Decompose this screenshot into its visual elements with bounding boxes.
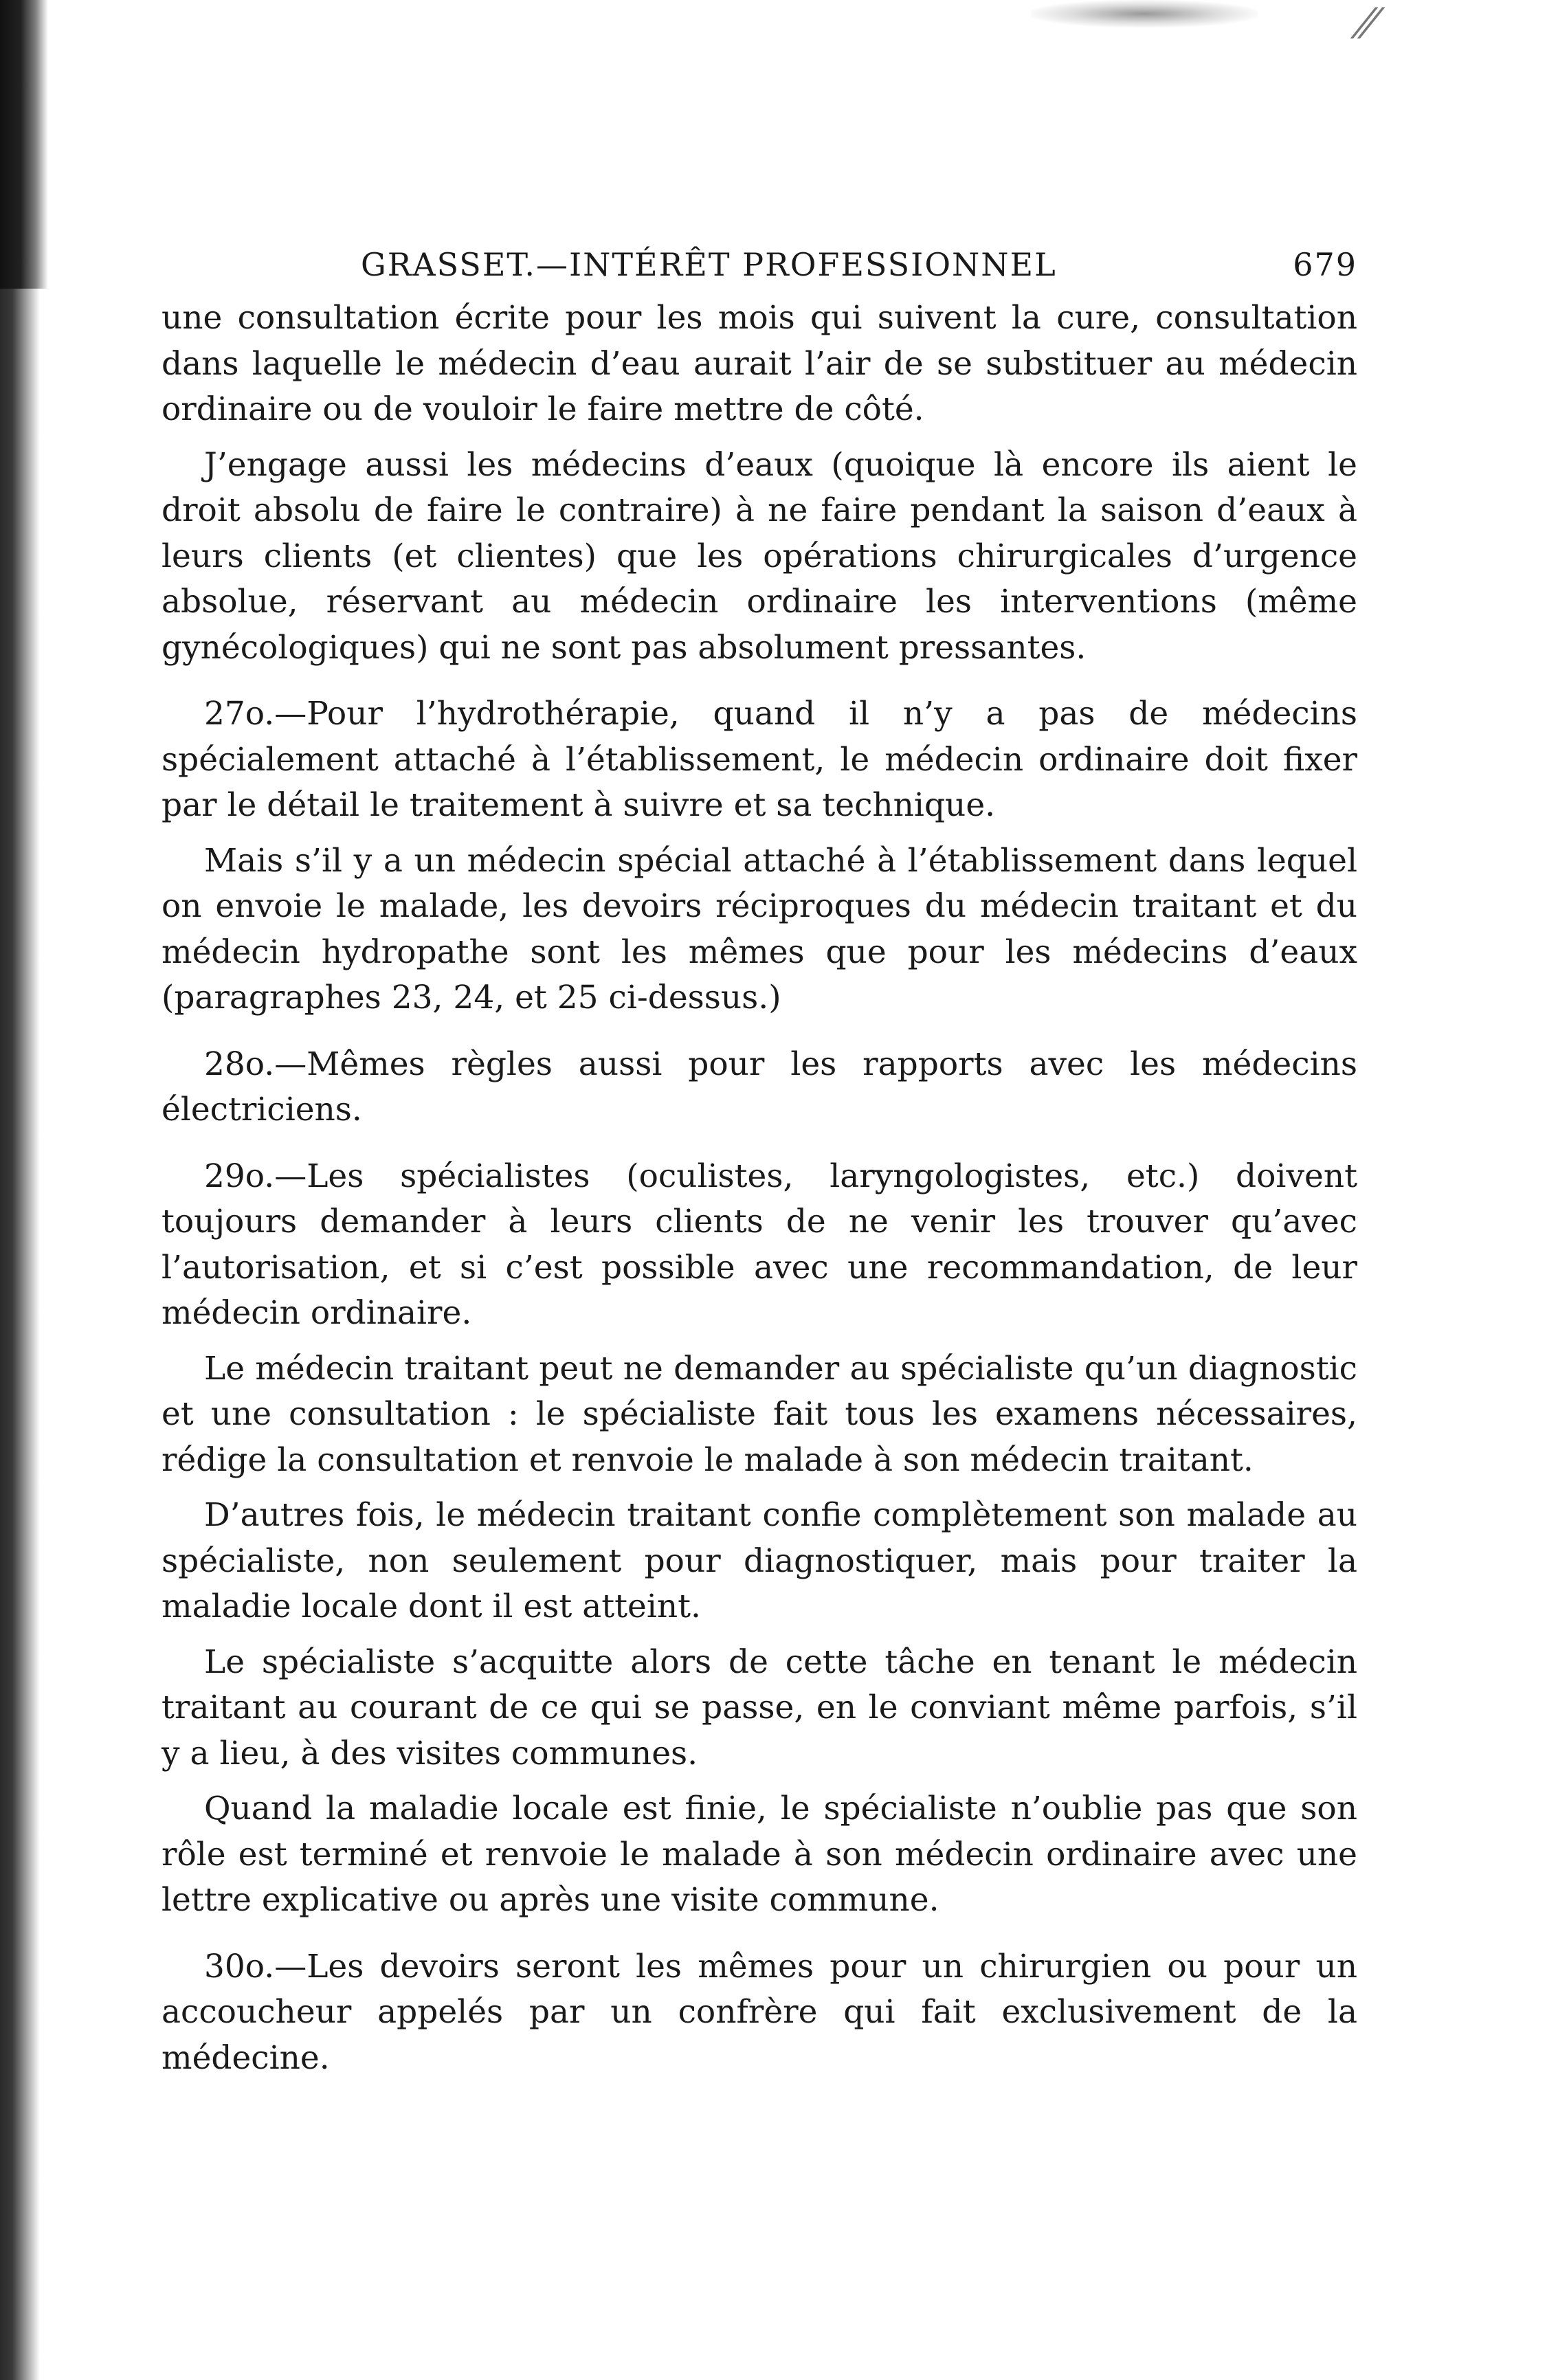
pencil-mark: ⁄⁄ <box>1361 0 1375 48</box>
paragraph: Mais s’il y a un médecin spécial attaché à l’établissement dans lequel on envoie le malade, les devoirs réciproques du médecin traitant et du médecin hydropathe sont les mêmes que pour les médecins d’eaux (paragraphes 23, 24, et 25 ci-dessus.) <box>162 841 1357 1016</box>
body-text <box>162 296 1357 2081</box>
paragraph: Quand la maladie locale est finie, le spécialiste n’oublie pas que son rôle est terminé et renvoie le malade à son médecin ordinaire avec une lettre explicative ou après une visite commune. <box>162 1790 1357 1919</box>
paragraph: J’engage aussi les médecins d’eaux (quoique là encore ils aient le droit absolu de faire le contraire) à ne faire pendant la saison d’eaux à leurs clients (et clientes) que les opérations chirurgicales d’urgence absolue, réservant au médecin ordinaire les interventions (même gynécologiques) qui ne sont pas absolument pressantes. <box>162 445 1357 667</box>
paragraph-section-29: 29o.—Les spécialistes (oculistes, laryngologistes, etc.) doivent toujours demander à leurs clients de ne venir les trouver qu’avec l’autorisation, et si c’est possible avec une recommandation, de leur médecin ordinaire. <box>162 1157 1357 1332</box>
page-binding-shadow <box>0 0 48 289</box>
paragraph-section-30: 30o.—Les devoirs seront les mêmes pour un chirurgien ou pour un accoucheur appelés par un confrère qui fait exclusivement de la médecine. <box>162 1947 1357 2077</box>
paragraph: Le médecin traitant peut ne demander au spécialiste qu’un diagnostic et une consultation : le spécialiste fait tous les examens nécessaires, rédige la consultation et renvoie le malade à son médecin traitant. <box>162 1349 1357 1479</box>
page-binding-edge <box>0 0 41 2380</box>
paragraph-section-27: 27o.—Pour l’hydrothérapie, quand il n’y a pas de médecins spécialement attaché à l’établissement, le médecin ordinaire doit fixer par le détail le traitement à suivre et sa technique. <box>162 695 1357 824</box>
paragraph: Le spécialiste s’acquitte alors de cette tâche en tenant le médecin traitant au courant de ce qui se passe, en le conviant même parfois, s’il y a lieu, à des visites communes. <box>162 1643 1357 1772</box>
book-page <box>162 234 1357 2091</box>
running-head <box>162 234 1357 296</box>
paragraph: une consultation écrite pour les mois qui suivent la cure, consultation dans laquelle le médecin d’eau aurait l’air de se substituer au médecin ordinaire ou de vouloir le faire mettre de côté. <box>162 299 1357 428</box>
paragraph: D’autres fois, le médecin traitant confie complètement son malade au spécialiste, non seulement pour diagnostiquer, mais pour traiter la maladie locale dont il est atteint. <box>162 1496 1357 1625</box>
page-number: 679 <box>1293 246 1357 283</box>
running-title: GRASSET.—INTÉRÊT PROFESSIONNEL <box>361 246 1057 283</box>
ink-smudge <box>1031 0 1258 27</box>
paragraph-section-28: 28o.—Mêmes règles aussi pour les rapports avec les médecins électriciens. <box>162 1045 1357 1128</box>
